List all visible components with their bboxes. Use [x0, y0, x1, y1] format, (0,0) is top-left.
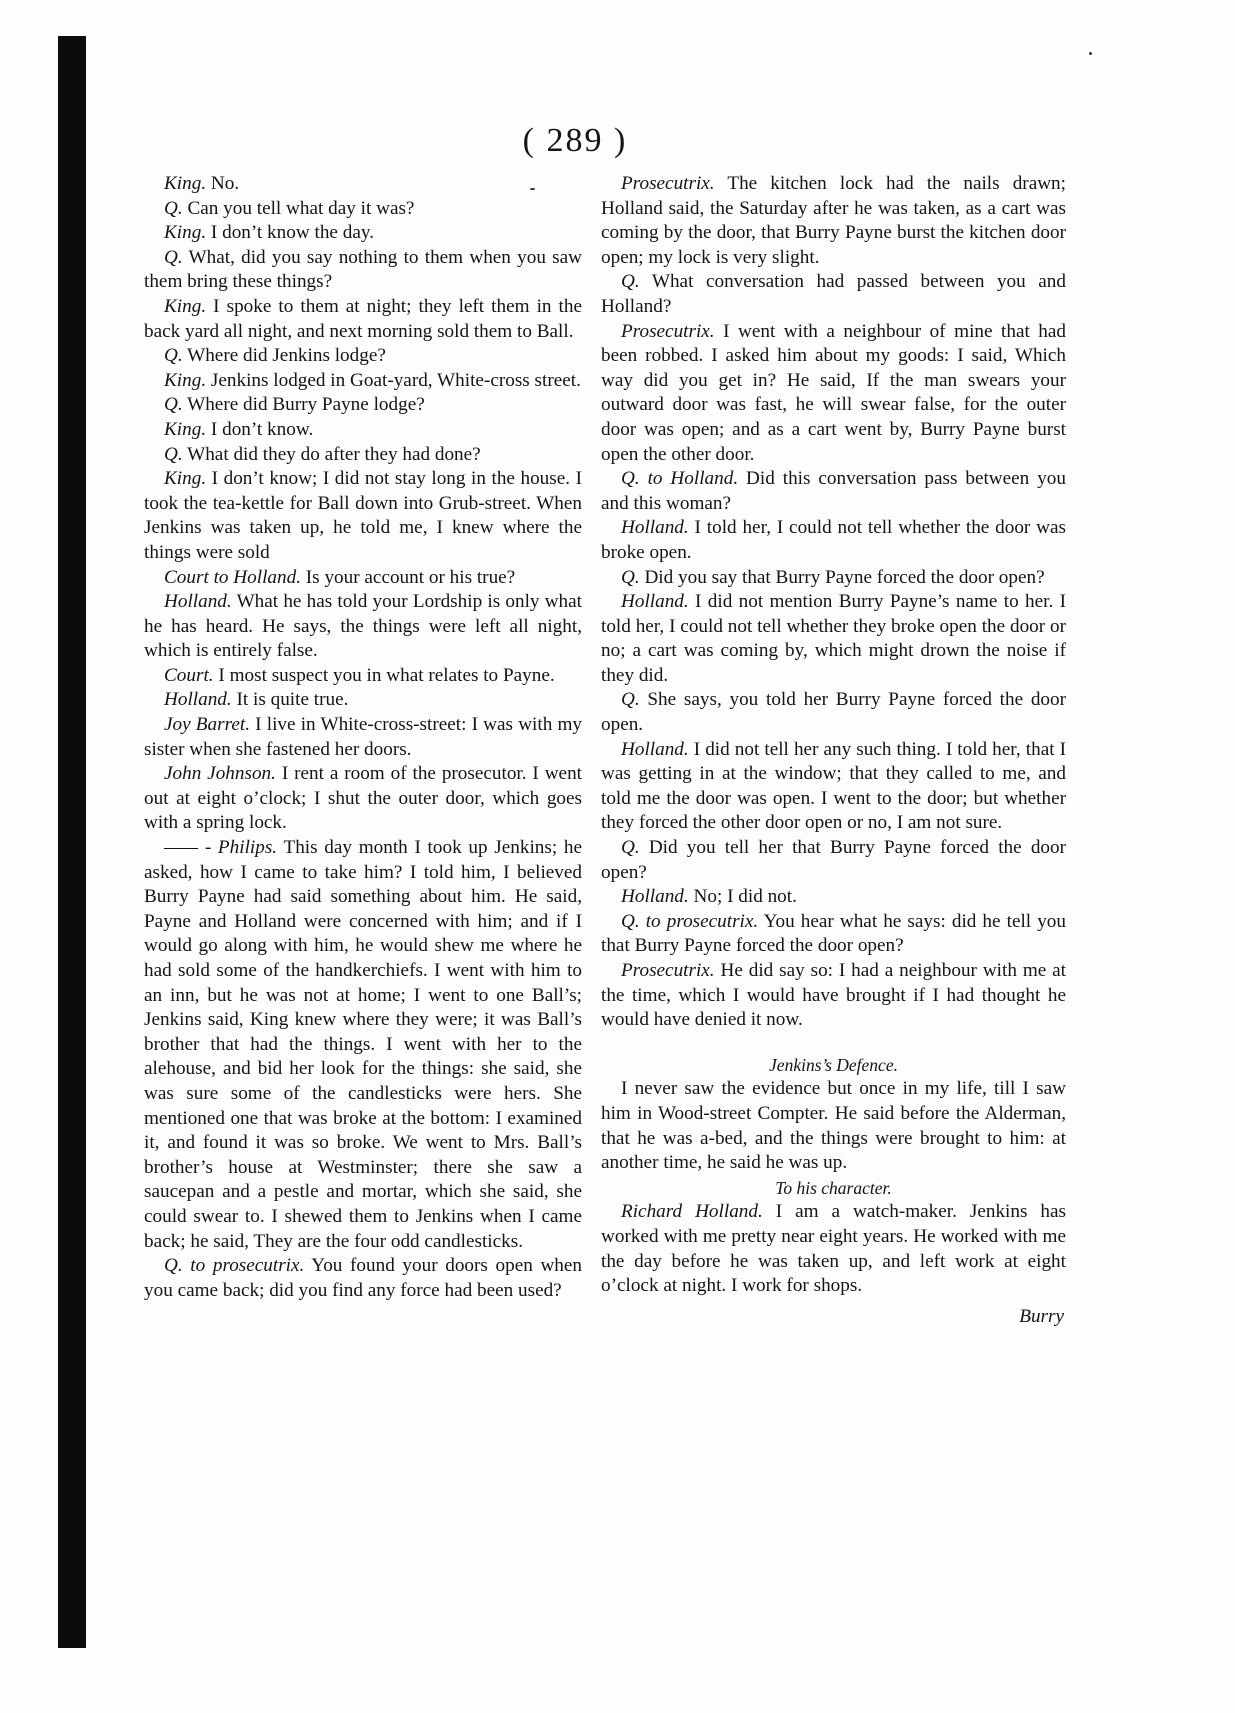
right-column — [601, 172, 1066, 1329]
speaker-name: Joy Barret. — [164, 714, 250, 736]
speaker-name: Holland. — [621, 886, 689, 908]
speech-text: Did this conversation pass between you and this woman? — [601, 468, 1066, 514]
speaker-name: Q. — [164, 394, 183, 416]
dialogue-paragraph — [144, 566, 582, 591]
speaker-name: King. — [164, 295, 207, 317]
dialogue-paragraph — [144, 762, 582, 836]
dialogue-paragraph — [601, 836, 1066, 885]
speaker-name: Q. — [621, 271, 640, 293]
binding-shadow — [58, 36, 86, 1648]
dialogue-paragraph — [601, 959, 1066, 1033]
speaker-name: Holland. — [164, 591, 232, 613]
speech-text: No. — [206, 173, 240, 194]
character-paragraph — [601, 1200, 1066, 1298]
speaker-name: Holland. — [621, 591, 689, 613]
speech-text: I went with a neighbour of mine that had been robbed. I asked him about my goods: I said, Which way did you get in? He said, If the man swears your outward door was fast, he will swear false, for the outer door was open; and as a cart went by, Burry Payne burst open the other door. — [601, 320, 1066, 465]
speaker-name: Q. to prosecutrix. — [621, 910, 759, 932]
speech-text: Did you say that Burry Payne forced the door open? — [639, 566, 1045, 588]
speech-text: Where did Burry Payne lodge? — [182, 394, 425, 416]
speech-text: I did not tell her any such thing. I told her, that I was getting in at the window; that they called to me, and told me the door was open. I went to the door; but whether they forced the other door open or no, I am not sure. — [601, 738, 1066, 834]
speech-text: Can you tell what day it was? — [182, 197, 415, 219]
dialogue-paragraph — [144, 664, 582, 689]
speech-text: What, did you say nothing to them when you saw them bring these things? — [144, 246, 582, 293]
speech-text: I spoke to them at night; they left them in the back yard all night, and next morning sold them to Ball. — [144, 295, 582, 342]
speech-text: It is quite true. — [231, 689, 349, 711]
dialogue-paragraph — [144, 688, 582, 713]
dialogue-paragraph — [144, 836, 582, 1254]
speech-text: He did say so: I had a neighbour with me at the time, which I would have brought if I had thought he would have denied it now. — [601, 960, 1066, 1031]
dialogue-paragraph — [601, 688, 1066, 737]
speech-text: I don’t know; I did not stay long in the house. I took the tea-kettle for Ball down into Grub-street. When Jenkins was taken up, he told me, I knew where the things were sold — [144, 468, 582, 563]
speaker-name: King. — [164, 222, 207, 244]
speaker-name: Prosecutrix. — [621, 173, 715, 194]
character-heading: To his character. — [775, 1177, 892, 1198]
speech-text: I don’t know the day. — [206, 222, 374, 244]
speaker-name: Richard Holland. — [621, 1201, 763, 1223]
dialogue-paragraph — [601, 172, 1066, 270]
speech-text: I don’t know. — [206, 418, 314, 440]
speech-text: You found your doors open when you came back; did you find any force had been used? — [144, 1255, 583, 1301]
dialogue-paragraph — [601, 270, 1066, 319]
speech-text: What he has told your Lordship is only what he has heard. He says, the things were left all night, which is entirely false. — [144, 591, 582, 662]
speaker-name: Q. — [164, 246, 183, 268]
speaker-name: Q. — [621, 566, 640, 588]
dialogue-paragraph — [144, 172, 582, 197]
speech-text: What conversation had passed between you and Holland? — [601, 271, 1066, 317]
dialogue-paragraph — [144, 393, 582, 418]
speaker-name: John Johnson. — [164, 763, 276, 785]
speaker-name: Q. — [164, 443, 183, 465]
dialogue-paragraph — [144, 246, 582, 295]
speech-text: Jenkins lodged in Goat-yard, White-cross street. — [206, 369, 581, 391]
defence-text: I never saw the evidence but once in my life, till I saw him in Wood-street Compter. He said before the Alderman, that he was a-bed, and the things were brought to him: at another time, he said he was up. — [601, 1078, 1066, 1174]
dialogue-paragraph — [144, 418, 582, 443]
dialogue-paragraph — [144, 443, 582, 468]
speech-text: I rent a room of the prosecutor. I went out at eight o’clock; I shut the outer door, which goes with a spring lock. — [144, 763, 582, 834]
speech-text: No; I did not. — [688, 886, 797, 908]
dialogue-paragraph — [144, 295, 582, 344]
speaker-name: King. — [164, 369, 207, 391]
speaker-name: Q. to Holland. — [621, 468, 739, 490]
speech-text: I most suspect you in what relates to Payne. — [213, 664, 555, 686]
dialogue-paragraph — [144, 221, 582, 246]
ink-speck — [1089, 52, 1092, 55]
speech-text: You hear what he says: did he tell you that Burry Payne forced the door open? — [601, 910, 1066, 957]
defence-heading: Jenkins’s Defence. — [769, 1054, 898, 1075]
speech-text: I did not mention Burry Payne’s name to her. I told her, I could not tell whether they broke open the door or no; a cart was coming by, which might drown the noise if they did. — [601, 591, 1066, 686]
speech-text: What did they do after they had done? — [182, 443, 481, 465]
speech-text: She says, you told her Burry Payne forced the door open. — [601, 689, 1066, 736]
speaker-name: Q. — [164, 197, 183, 219]
dialogue-paragraph — [144, 590, 582, 664]
speaker-name: Holland. — [164, 689, 232, 711]
speaker-name: Court to Holland. — [164, 566, 301, 588]
dialogue-paragraph — [144, 467, 582, 565]
speech-text: I am a watch-maker. Jenkins has worked with me pretty near eight years. He worked with me the day before he was taken up, and left work at eight o’clock at night. I work for shops. — [601, 1201, 1067, 1297]
speech-text: Where did Jenkins lodge? — [182, 345, 386, 367]
speaker-name: Q. — [621, 837, 640, 859]
ink-speck — [530, 188, 535, 190]
page-number: ( 289 ) — [522, 122, 628, 159]
speaker-name: King. — [164, 173, 207, 194]
speaker-name: Q. — [621, 689, 640, 711]
speaker-name: Holland. — [621, 738, 689, 760]
dialogue-paragraph — [144, 1254, 582, 1303]
speaker-name: Court. — [164, 664, 214, 686]
speech-text: This day month I took up Jenkins; he asked, how I came to take him? I told him, I believed Burry Payne had said something about him. He said, Payne and Holland were concerned with him; and if I would go along with him, he would shew me where he had sold some of the handkerchiefs. I went with him to an inn, but he was not at home; I went to one Ball’s; Jenkins said, King knew where they were; it was Ball’s brother that had the things. I went with her to the alehouse, and bid her look for the things: she said, she was sure some of the candlesticks were hers. She mentioned one that was broke at the bottom: I examined it, and found it was so broke. We went to Mrs. Ball’s brother’s house at Westminster; there she saw a saucepan and a pestle and mortar, which she said, she could swear to. I shewed them to Jenkins when I came back; he said, They are the four odd candlesticks. — [144, 837, 582, 1252]
left-column — [144, 172, 582, 1303]
speech-text: Did you tell her that Burry Payne forced the door open? — [601, 837, 1066, 883]
catchword: Burry — [1019, 1305, 1064, 1327]
speaker-name: King. — [164, 418, 207, 440]
dialogue-paragraph — [144, 344, 582, 369]
speech-text: I live in White-cross-street: I was with my sister when she fastened her doors. — [144, 714, 583, 760]
defence-paragraph — [601, 1077, 1066, 1175]
dialogue-paragraph — [601, 566, 1066, 591]
speech-text: Is your account or his true? — [301, 566, 516, 588]
speaker-name: Q. — [164, 345, 183, 367]
speaker-name: Prosecutrix. — [621, 320, 715, 342]
speech-text: I told her, I could not tell whether the door was broke open. — [601, 517, 1066, 563]
right-column-dialogue — [601, 172, 1066, 1033]
dialogue-paragraph — [144, 369, 582, 394]
dialogue-paragraph — [144, 197, 582, 222]
dialogue-paragraph — [144, 713, 582, 762]
speech-text: The kitchen lock had the nails drawn; Holland said, the Saturday after he was taken, as a cart was coming by the door, that Burry Payne burst the kitchen door open; my lock is very slight. — [601, 173, 1066, 268]
dialogue-paragraph — [601, 738, 1066, 836]
dialogue-paragraph — [601, 885, 1066, 910]
speaker-name: —— - Philips. — [164, 837, 278, 859]
speaker-name: King. — [164, 468, 207, 490]
dialogue-paragraph — [601, 467, 1066, 516]
speaker-name: Prosecutrix. — [621, 960, 715, 981]
speaker-name: Q. to prosecutrix. — [164, 1255, 305, 1277]
dialogue-paragraph — [601, 516, 1066, 565]
speaker-name: Holland. — [621, 517, 689, 539]
dialogue-paragraph — [601, 910, 1066, 959]
dialogue-paragraph — [601, 320, 1066, 468]
dialogue-paragraph — [601, 590, 1066, 688]
